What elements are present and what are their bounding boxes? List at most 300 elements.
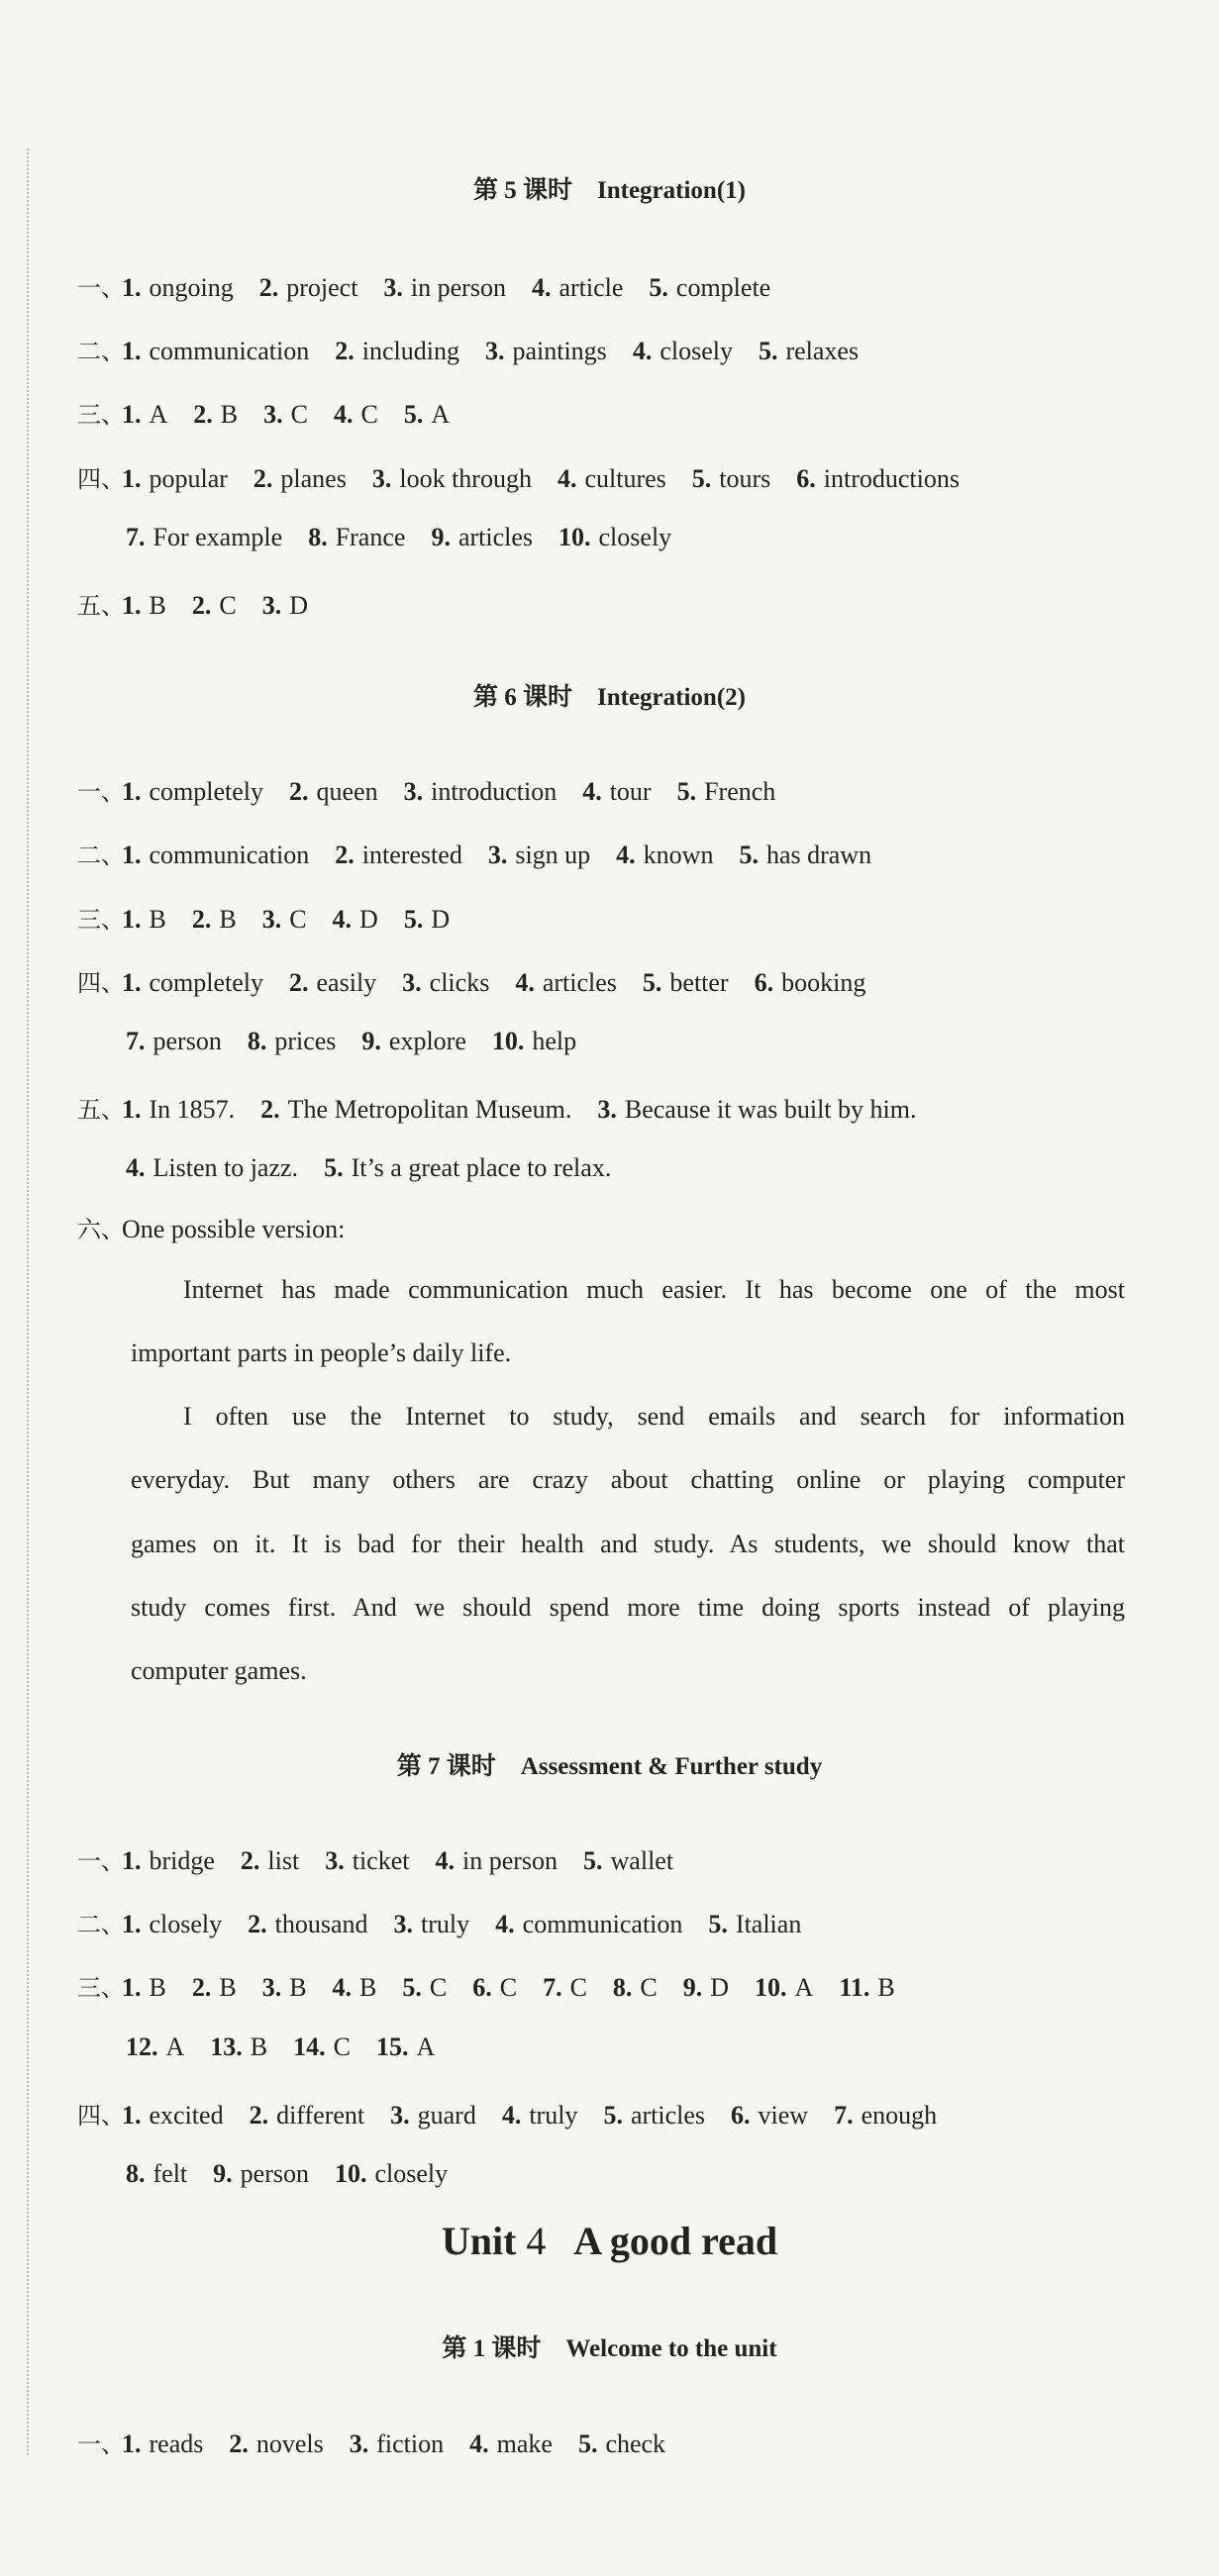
question-prefix: 一、 bbox=[77, 274, 125, 302]
answer-row bbox=[77, 332, 884, 366]
item-answer: bridge bbox=[149, 1846, 215, 1875]
answer-item bbox=[248, 1910, 367, 1939]
item-answer: including bbox=[361, 337, 459, 365]
answer-item bbox=[402, 968, 489, 998]
item-answer: B bbox=[219, 1973, 237, 2002]
item-number: 6. bbox=[796, 464, 816, 493]
item-number: 8. bbox=[126, 2159, 146, 2188]
item-answer: B bbox=[359, 1973, 377, 2002]
item-answer: felt bbox=[152, 2159, 188, 2188]
item-number: 1. bbox=[122, 1910, 142, 1938]
item-number: 7. bbox=[126, 1027, 146, 1055]
question-prefix: 六、 bbox=[77, 1216, 125, 1243]
answer-item bbox=[834, 2101, 937, 2130]
answer-item bbox=[543, 1973, 587, 2003]
answer-item bbox=[350, 2429, 444, 2459]
answer-item bbox=[293, 2032, 351, 2062]
item-number: 1. bbox=[122, 905, 142, 934]
item-number: 5. bbox=[402, 1973, 422, 2002]
section-title-unit4-lesson1: 第 1 课时 Welcome to the unit bbox=[442, 2335, 777, 2362]
question-prefix: 四、 bbox=[77, 969, 125, 997]
answer-item bbox=[613, 1973, 658, 2003]
essay-line: games on it. It is bad for their health and study. As students, we should know that bbox=[131, 1530, 1125, 1558]
item-number: 6. bbox=[472, 1973, 492, 2002]
answer-item bbox=[210, 2032, 267, 2062]
item-answer: wallet bbox=[610, 1846, 674, 1875]
answer-item bbox=[394, 1910, 470, 1939]
answer-item bbox=[708, 1910, 801, 1939]
item-number: 4. bbox=[435, 1846, 455, 1875]
item-number: 3. bbox=[393, 1910, 414, 1938]
item-answer: booking bbox=[781, 968, 866, 997]
item-number: 9. bbox=[213, 2159, 233, 2188]
item-number: 4. bbox=[333, 400, 354, 429]
answer-item bbox=[262, 1973, 307, 2003]
item-answer: easily bbox=[316, 968, 377, 997]
essay-line: Internet has made communication much easier. It has become one of the most bbox=[183, 1275, 1125, 1304]
answer-item bbox=[616, 841, 713, 870]
item-answer: C bbox=[290, 400, 308, 429]
answer-row bbox=[77, 268, 796, 303]
item-number: 10. bbox=[755, 1973, 787, 2002]
item-number: 3. bbox=[487, 841, 508, 869]
item-number: 10. bbox=[491, 1027, 525, 1055]
essay-line: I often use the Internet to study, send emails and search for information bbox=[183, 1402, 1125, 1431]
answer-item bbox=[122, 1846, 215, 1876]
answer-item bbox=[229, 2429, 323, 2459]
essay-line: everyday. But many others are crazy about chatting online or playing computer bbox=[131, 1465, 1125, 1494]
answer-item bbox=[122, 337, 309, 366]
answer-row bbox=[77, 2096, 963, 2130]
item-answer: D bbox=[710, 1973, 730, 2002]
answer-item bbox=[324, 1153, 611, 1183]
answer-item bbox=[755, 968, 866, 998]
item-number: 1. bbox=[122, 1973, 142, 2002]
item-answer: closely bbox=[149, 1910, 223, 1938]
item-answer: different bbox=[276, 2101, 365, 2130]
answer-item bbox=[122, 1910, 222, 1939]
item-number: 4. bbox=[531, 273, 552, 302]
item-number: 8. bbox=[612, 1973, 633, 2002]
answer-item bbox=[192, 591, 237, 621]
item-answer: thousand bbox=[274, 1910, 368, 1938]
answer-row bbox=[77, 1905, 827, 1939]
item-number: 4. bbox=[582, 777, 602, 806]
answer-item bbox=[469, 2429, 553, 2459]
item-answer: C bbox=[333, 2032, 351, 2061]
item-number: 5. bbox=[403, 905, 424, 934]
item-number: 7. bbox=[543, 1973, 562, 2002]
item-answer: look through bbox=[399, 464, 532, 493]
item-number: 2. bbox=[193, 400, 213, 429]
item-answer: C bbox=[429, 1973, 448, 2002]
answer-item bbox=[435, 1846, 558, 1876]
item-answer: D bbox=[431, 905, 451, 934]
item-answer: closely bbox=[598, 523, 672, 551]
item-answer: paintings bbox=[512, 337, 607, 365]
item-answer: C bbox=[219, 591, 237, 620]
answer-item bbox=[649, 273, 770, 303]
answer-item bbox=[583, 1846, 673, 1876]
item-answer: has drawn bbox=[765, 841, 872, 869]
item-number: 5. bbox=[603, 2101, 623, 2130]
item-number: 5. bbox=[691, 464, 712, 493]
answer-item bbox=[731, 2101, 808, 2130]
question-prefix: 二、 bbox=[77, 1911, 125, 1938]
item-number: 5. bbox=[676, 777, 697, 806]
answer-item bbox=[262, 591, 308, 621]
item-answer: completely bbox=[149, 968, 264, 997]
item-answer: B bbox=[250, 2032, 268, 2061]
answer-item bbox=[308, 523, 405, 552]
item-number: 5. bbox=[403, 400, 424, 429]
item-answer: fiction bbox=[376, 2429, 445, 2458]
unit-label: Unit bbox=[441, 2219, 517, 2263]
item-answer: truly bbox=[421, 1910, 470, 1938]
item-number: 2. bbox=[335, 337, 355, 365]
answer-item bbox=[122, 968, 263, 998]
answer-row bbox=[77, 459, 985, 494]
answer-item bbox=[603, 2101, 705, 2130]
answer-item bbox=[390, 2101, 476, 2130]
item-answer: introductions bbox=[823, 464, 960, 493]
answer-item bbox=[472, 1973, 517, 2003]
answer-item bbox=[376, 2032, 435, 2062]
essay-line: computer games. bbox=[131, 1656, 307, 1685]
item-number: 4. bbox=[332, 905, 353, 934]
item-number: 1. bbox=[122, 968, 142, 997]
answer-item bbox=[289, 777, 378, 807]
item-number: 3. bbox=[261, 905, 282, 934]
item-number: 3. bbox=[597, 1095, 617, 1124]
item-number: 3. bbox=[383, 273, 403, 302]
item-number: 4. bbox=[469, 2429, 489, 2458]
answer-item bbox=[431, 523, 533, 552]
answer-item bbox=[335, 2159, 448, 2189]
item-number: 3. bbox=[371, 464, 392, 493]
item-answer: better bbox=[669, 968, 729, 997]
item-answer: in person bbox=[410, 273, 506, 302]
item-answer: B bbox=[220, 400, 239, 429]
answer-item bbox=[692, 464, 771, 494]
answer-item bbox=[559, 523, 671, 552]
item-number: 10. bbox=[334, 2159, 367, 2188]
item-answer: list bbox=[267, 1846, 300, 1875]
item-answer: interested bbox=[361, 841, 462, 869]
answer-item bbox=[643, 968, 729, 998]
item-number: 2. bbox=[249, 2101, 269, 2130]
item-number: 5. bbox=[642, 968, 662, 997]
item-answer: project bbox=[286, 273, 358, 302]
question-prefix: 四、 bbox=[77, 2102, 125, 2130]
answer-item bbox=[335, 337, 459, 366]
section-title-lesson6: 第 6 课时 Integration(2) bbox=[473, 684, 746, 711]
item-answer: article bbox=[559, 273, 624, 302]
item-number: 10. bbox=[559, 523, 591, 551]
item-number: 1. bbox=[122, 2429, 142, 2458]
item-number: 3. bbox=[390, 2101, 410, 2130]
answer-item bbox=[578, 2429, 665, 2459]
answer-item bbox=[495, 1910, 682, 1939]
answer-item bbox=[122, 591, 166, 621]
question-prefix: 一、 bbox=[77, 2430, 125, 2458]
item-number: 4. bbox=[495, 1910, 515, 1938]
item-number: 2. bbox=[191, 905, 212, 934]
answer-item bbox=[122, 400, 167, 430]
essay-line: study comes first. And we should spend more time doing sports instead of playing bbox=[131, 1593, 1125, 1622]
item-number: 2. bbox=[258, 273, 279, 302]
item-answer: Italian bbox=[735, 1910, 802, 1938]
answer-item bbox=[241, 1846, 299, 1876]
item-number: 2. bbox=[240, 1846, 260, 1875]
question-prefix: 四、 bbox=[77, 465, 125, 493]
item-answer: C bbox=[360, 400, 378, 429]
answer-item bbox=[597, 1095, 916, 1125]
answer-item bbox=[250, 2101, 365, 2130]
item-answer: communication bbox=[149, 841, 310, 869]
item-answer: planes bbox=[280, 464, 347, 493]
answer-row bbox=[77, 900, 475, 935]
question-prefix: 五、 bbox=[77, 1096, 125, 1124]
item-answer: guard bbox=[417, 2101, 476, 2130]
question-prefix: 二、 bbox=[77, 842, 125, 869]
item-answer: A bbox=[149, 400, 168, 429]
item-answer: tour bbox=[609, 777, 652, 806]
item-number: 7. bbox=[834, 2101, 854, 2130]
item-answer: sign up bbox=[515, 841, 591, 869]
item-answer: explore bbox=[388, 1027, 466, 1055]
item-number: 3. bbox=[261, 1973, 282, 2002]
item-answer: A bbox=[794, 1973, 814, 2002]
item-number: 1. bbox=[122, 591, 142, 620]
answer-item bbox=[259, 273, 358, 303]
answer-item bbox=[372, 464, 532, 494]
item-answer: closely bbox=[660, 337, 733, 365]
item-number: 4. bbox=[515, 968, 535, 997]
item-number: 15. bbox=[375, 2032, 409, 2061]
answer-item bbox=[122, 1973, 166, 2003]
item-number: 6. bbox=[754, 968, 774, 997]
answer-row bbox=[126, 2032, 460, 2062]
item-answer: help bbox=[532, 1027, 577, 1055]
answer-item bbox=[361, 1027, 465, 1056]
essay-line: important parts in people’s daily life. bbox=[131, 1338, 512, 1367]
answer-row bbox=[77, 1210, 345, 1244]
item-answer: A bbox=[165, 2032, 185, 2061]
item-number: 2. bbox=[289, 777, 309, 806]
item-number: 1. bbox=[122, 464, 142, 493]
item-number: 5. bbox=[324, 1153, 344, 1182]
unit-name: A good read bbox=[573, 2219, 778, 2263]
answer-row bbox=[77, 772, 801, 807]
unit-title bbox=[0, 2218, 1219, 2264]
answer-item bbox=[333, 905, 378, 935]
item-answer: person bbox=[240, 2159, 309, 2188]
item-number: 5. bbox=[739, 841, 759, 869]
question-prefix: 三、 bbox=[77, 1974, 125, 2002]
answer-item bbox=[122, 777, 263, 807]
answer-row bbox=[77, 963, 891, 998]
question-prefix: 一、 bbox=[77, 1847, 125, 1875]
item-answer: queen bbox=[316, 777, 378, 806]
answer-row bbox=[77, 836, 897, 870]
item-number: 5. bbox=[758, 337, 778, 365]
item-answer: clicks bbox=[429, 968, 490, 997]
item-answer: C bbox=[499, 1973, 518, 2002]
question-prefix: 三、 bbox=[77, 401, 125, 429]
item-answer: It’s a great place to relax. bbox=[351, 1153, 612, 1182]
answer-item bbox=[213, 2159, 309, 2189]
item-number: 2. bbox=[335, 841, 355, 869]
item-answer: articles bbox=[630, 2101, 706, 2130]
answer-item bbox=[558, 464, 666, 494]
item-answer: C bbox=[569, 1973, 587, 2002]
answer-item bbox=[126, 1153, 298, 1183]
item-number: 1. bbox=[122, 841, 142, 869]
item-answer: closely bbox=[374, 2159, 449, 2188]
item-number: 2. bbox=[191, 591, 212, 620]
section-title-lesson5: 第 5 课时 Integration(1) bbox=[473, 177, 746, 204]
answer-item bbox=[263, 400, 308, 430]
item-answer: articles bbox=[457, 523, 534, 551]
question-prefix: 二、 bbox=[77, 338, 125, 365]
answer-item bbox=[492, 1027, 576, 1056]
item-number: 1. bbox=[122, 400, 142, 429]
answer-item bbox=[755, 1973, 813, 2003]
section-title-lesson7: 第 7 课时 Assessment & Further study bbox=[396, 1753, 823, 1780]
answer-row bbox=[77, 1841, 699, 1876]
margin-rule bbox=[27, 149, 29, 2455]
item-answer: B bbox=[149, 1973, 166, 2002]
answer-row bbox=[77, 2425, 691, 2459]
item-answer: in person bbox=[461, 1846, 559, 1875]
question-prefix: 三、 bbox=[77, 906, 125, 934]
item-answer: novels bbox=[255, 2429, 324, 2458]
item-number: 8. bbox=[308, 523, 328, 551]
answer-item bbox=[122, 464, 228, 494]
answer-item bbox=[122, 905, 166, 935]
answer-row bbox=[77, 586, 334, 621]
answer-item bbox=[262, 905, 307, 935]
item-answer: Listen to jazz. bbox=[152, 1153, 299, 1182]
item-number: 3. bbox=[402, 968, 422, 997]
item-number: 1. bbox=[122, 337, 142, 365]
item-number: 1. bbox=[122, 777, 142, 806]
answer-item bbox=[192, 1973, 237, 2003]
answer-item bbox=[683, 1973, 729, 2003]
answer-row bbox=[77, 395, 475, 430]
item-number: 2. bbox=[248, 1910, 267, 1938]
item-answer: cultures bbox=[584, 464, 666, 493]
answer-item bbox=[739, 841, 871, 870]
answer-item bbox=[677, 777, 776, 807]
answer-item bbox=[122, 2101, 224, 2130]
item-answer: check bbox=[605, 2429, 666, 2458]
item-number: 5. bbox=[649, 273, 668, 302]
item-number: 9. bbox=[682, 1973, 703, 2002]
answer-item bbox=[488, 841, 590, 870]
item-answer: French bbox=[704, 777, 776, 806]
answer-item bbox=[248, 1027, 337, 1056]
item-answer: truly bbox=[529, 2101, 578, 2130]
answer-item bbox=[582, 777, 651, 807]
item-answer: popular bbox=[149, 464, 228, 493]
answer-item bbox=[325, 1846, 409, 1876]
item-number: 2. bbox=[229, 2429, 249, 2458]
answer-item bbox=[126, 2159, 187, 2189]
answer-row bbox=[126, 1153, 637, 1183]
item-answer: D bbox=[359, 905, 378, 934]
item-number: 3. bbox=[484, 337, 505, 365]
answer-item bbox=[334, 400, 378, 430]
question-prefix: 五、 bbox=[77, 592, 125, 620]
item-answer: enough bbox=[861, 2101, 938, 2130]
item-answer: B bbox=[289, 1973, 307, 2002]
item-answer: person bbox=[152, 1027, 222, 1055]
item-number: 2. bbox=[253, 464, 273, 493]
item-number: 3. bbox=[261, 591, 282, 620]
item-answer: C bbox=[289, 905, 307, 934]
item-number: 11. bbox=[839, 1973, 870, 2002]
item-number: 3. bbox=[403, 777, 424, 806]
item-answer: France bbox=[335, 523, 406, 551]
essay-intro: One possible version: bbox=[122, 1215, 346, 1243]
answer-item bbox=[404, 400, 450, 430]
answer-item bbox=[759, 337, 859, 366]
item-number: 3. bbox=[349, 2429, 369, 2458]
answer-item bbox=[122, 1095, 235, 1125]
answer-item bbox=[485, 337, 607, 366]
item-answer: A bbox=[431, 400, 451, 429]
answer-row bbox=[126, 2159, 473, 2189]
item-number: 9. bbox=[361, 1027, 381, 1055]
item-answer: communication bbox=[149, 337, 310, 365]
answer-row bbox=[126, 1027, 602, 1056]
item-number: 5. bbox=[577, 2429, 598, 2458]
answer-item bbox=[126, 1027, 222, 1056]
item-number: 2. bbox=[191, 1973, 212, 2002]
item-answer: communication bbox=[522, 1910, 683, 1938]
answer-item bbox=[122, 2429, 203, 2459]
item-answer: C bbox=[640, 1973, 658, 2002]
answer-row bbox=[77, 1968, 921, 2003]
item-answer: B bbox=[149, 591, 166, 620]
item-number: 4. bbox=[632, 337, 653, 365]
item-number: 4. bbox=[332, 1973, 353, 2002]
answer-item bbox=[796, 464, 960, 494]
answer-item bbox=[254, 464, 347, 494]
answer-item bbox=[122, 841, 309, 870]
item-answer: D bbox=[289, 591, 308, 620]
item-number: 14. bbox=[293, 2032, 326, 2061]
answer-item bbox=[633, 337, 733, 366]
answer-item bbox=[532, 273, 623, 303]
item-answer: In 1857. bbox=[149, 1095, 236, 1124]
item-number: 5. bbox=[708, 1910, 728, 1938]
item-answer: A bbox=[416, 2032, 436, 2061]
answer-item bbox=[193, 400, 238, 430]
item-number: 12. bbox=[126, 2032, 158, 2061]
item-answer: Because it was built by him. bbox=[624, 1095, 917, 1124]
item-answer: ticket bbox=[352, 1846, 410, 1875]
item-answer: B bbox=[149, 905, 166, 934]
item-number: 4. bbox=[126, 1153, 146, 1182]
answer-item bbox=[502, 2101, 578, 2130]
answer-item bbox=[402, 1973, 447, 2003]
item-number: 1. bbox=[122, 273, 142, 302]
item-number: 4. bbox=[557, 464, 577, 493]
item-answer: reads bbox=[149, 2429, 204, 2458]
